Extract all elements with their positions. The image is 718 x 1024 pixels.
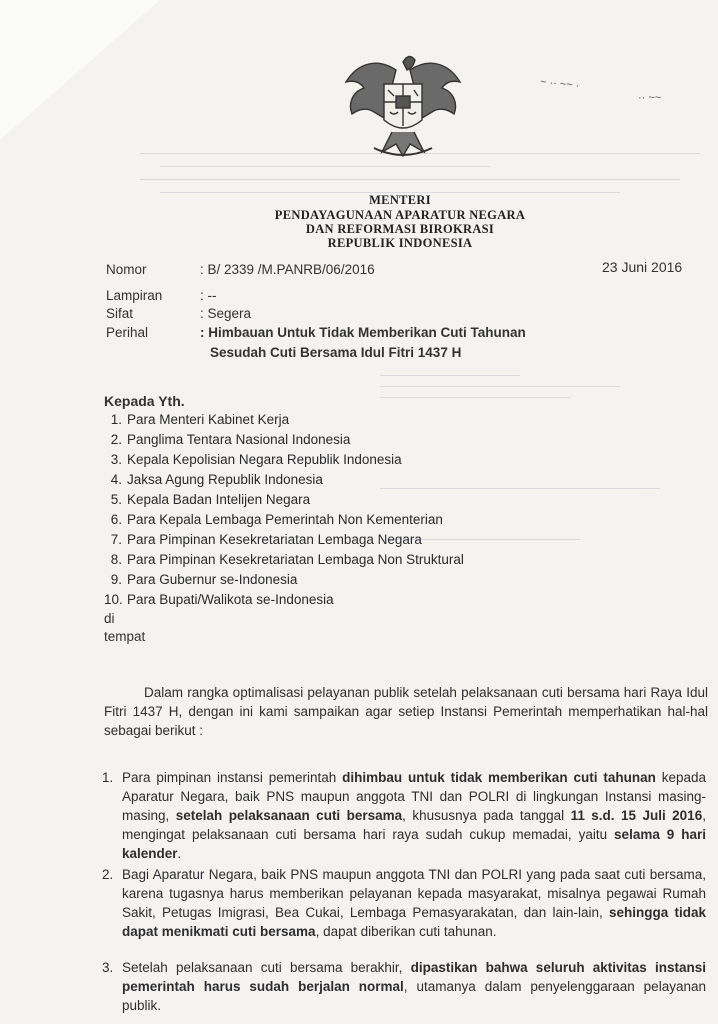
- recipient-item: [104, 470, 464, 490]
- sifat-value: : Segera: [200, 306, 252, 321]
- point-number: 3.: [102, 960, 114, 975]
- recipient-name: Para Kepala Lembaga Pemerintah Non Kementerian: [127, 512, 443, 527]
- recipient-list: [104, 410, 464, 610]
- lampiran-value: : --: [200, 288, 217, 303]
- recipient-number: 3.: [110, 452, 122, 467]
- handwritten-mark: ~ ·· ~~ ·: [539, 75, 580, 93]
- recipient-name: Jaksa Agung Republik Indonesia: [127, 472, 323, 487]
- point-text-segment: Setelah pelaksanaan cuti bersama berakhir,: [122, 960, 411, 975]
- recipient-item: [104, 550, 464, 570]
- recipient-item: [104, 490, 464, 510]
- nomor-row: [106, 262, 606, 280]
- recipient-name: Para Gubernur se-Indonesia: [127, 572, 298, 587]
- recipient-name: Kepala Badan Intelijen Negara: [127, 492, 311, 507]
- recipient-number: 10.: [104, 592, 123, 607]
- intro-paragraph: Dalam rangka optimalisasi pelayanan publik setelah pelaksanaan cuti bersama hari Raya Idul Fitri 1437 H, dengan ini kami sampaikan agar setiep Instansi Pemerintah memperhatikan hal-hal sebagai berikut :: [104, 685, 708, 738]
- perihal-row: [106, 325, 666, 365]
- point-text: [122, 958, 706, 1015]
- point-text-bold: dihimbau untuk tidak memberikan cuti tahunan: [342, 770, 656, 785]
- recipient-name: Para Menteri Kabinet Kerja: [127, 412, 290, 427]
- recipient-item: [104, 590, 464, 610]
- folded-corner: [0, 0, 160, 140]
- point-text-segment: kepada Aparatur Negara, baik PNS maupun anggota TNI dan POLRI di lingkungan Instansi masing-masing,: [122, 770, 706, 823]
- perihal-value-line1: : Himbauan Untuk Tidak Memberikan Cuti Tahunan: [200, 325, 526, 340]
- point-number: 2.: [102, 867, 114, 882]
- point-text: [122, 865, 706, 941]
- point-text-segment: .: [177, 846, 182, 861]
- recipient-number: 8.: [110, 552, 122, 567]
- lampiran-label: Lampiran: [106, 288, 163, 303]
- perihal-value-line2: Sesudah Cuti Bersama Idul Fitri 1437 H: [210, 345, 462, 360]
- recipient-heading: Kepada Yth.: [104, 393, 185, 409]
- recipient-name: Kepala Kepolisian Negara Republik Indonesia: [127, 452, 402, 467]
- point-text-segment: , mengingat pelaksanaan cuti bersama hari raya sudah cukup memadai, yaitu: [122, 808, 706, 842]
- perihal-label: Perihal: [106, 325, 149, 340]
- recipient-number: 2.: [110, 432, 122, 447]
- point-text-segment: Para pimpinan instansi pemerintah: [122, 770, 343, 785]
- nomor-label: Nomor: [106, 262, 147, 277]
- letterhead-title: MENTERI: [369, 193, 431, 207]
- point-text-segment: , khususnya pada tanggal: [402, 808, 571, 823]
- point-text-bold: dipastikan bahwa seluruh aktivitas instansi pemerintah harus sudah berjalan normal: [122, 960, 706, 994]
- recipient-number: 6.: [110, 512, 122, 527]
- recipient-item: [104, 410, 464, 430]
- point-text-segment: , dapat diberikan cuti tahunan.: [315, 924, 497, 939]
- sifat-label: Sifat: [106, 306, 134, 321]
- recipient-item: [104, 430, 464, 450]
- recipient-name: Para Pimpinan Kesekretariatan Lembaga Non Struktural: [127, 552, 464, 567]
- point-text-segment: , utamanya dalam penyelenggaraan pelayanan publik.: [122, 979, 706, 1013]
- letterhead-reform: DAN REFORMASI BIROKRASI: [305, 222, 495, 236]
- point-text-bold: setelah pelaksanaan cuti bersama: [175, 808, 403, 823]
- point-number: 1.: [102, 770, 114, 785]
- recipient-item: [104, 450, 464, 470]
- point-item: [102, 768, 706, 863]
- point-text-bold: sehingga tidak dapat menikmati cuti bersama: [122, 905, 707, 939]
- recipient-name: Para Pimpinan Kesekretariatan Lembaga Negara: [127, 532, 422, 547]
- letter-date: 23 Juni 2016: [602, 259, 683, 275]
- point-text-bold: selama 9 hari kalender: [122, 827, 707, 861]
- recipient-item: [104, 570, 464, 590]
- recipient-name: Para Bupati/Walikota se-Indonesia: [127, 592, 334, 607]
- recipient-item: [104, 510, 464, 530]
- recipient-number: 1.: [110, 412, 122, 427]
- sifat-row: [106, 306, 506, 324]
- recipient-item: [104, 530, 464, 550]
- recipient-di: di: [104, 611, 115, 626]
- point-text-segment: Bagi Aparatur Negara, baik PNS maupun anggota TNI dan POLRI yang pada saat cuti bersama, karena tugasnya harus memberikan pelayanan kepada masyarakat, misalnya pegawai Rumah Sakit, Petugas Imigrasi, Bea Cukai, Lembaga Pemasyarakatan, dan lain-lain,: [122, 867, 706, 920]
- garuda-emblem-icon: [338, 48, 468, 166]
- letterhead-ministry: PENDAYAGUNAAN APARATUR NEGARA: [274, 208, 526, 222]
- nomor-value: : B/ 2339 /M.PANRB/06/2016: [200, 262, 375, 277]
- point-item: [102, 958, 706, 1015]
- recipient-tempat: tempat: [104, 629, 146, 644]
- recipient-name: Panglima Tentara Nasional Indonesia: [127, 432, 351, 447]
- point-text: [122, 768, 706, 863]
- recipient-number: 9.: [110, 572, 122, 587]
- letterhead-republic: REPUBLIK INDONESIA: [327, 236, 473, 250]
- lampiran-row: [106, 288, 506, 306]
- recipient-number: 4.: [110, 472, 122, 487]
- recipient-number: 5.: [110, 492, 122, 507]
- recipient-number: 7.: [110, 532, 122, 547]
- handwritten-mark-2: ·· ~~: [638, 92, 662, 104]
- point-item: [102, 865, 706, 941]
- point-text-bold: 11 s.d. 15 Juli 2016: [570, 808, 703, 823]
